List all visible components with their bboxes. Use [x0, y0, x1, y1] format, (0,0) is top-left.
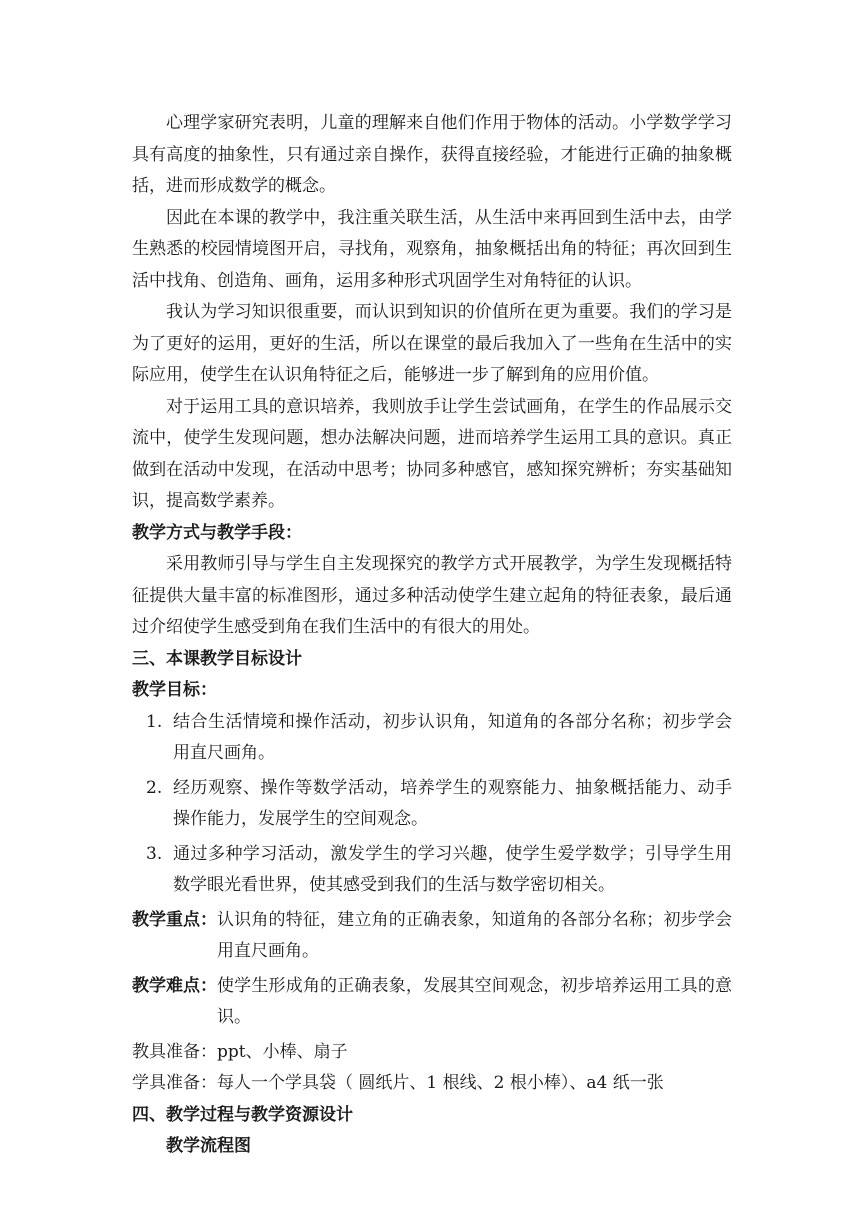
difficulty-label: 教学难点：: [132, 975, 217, 996]
goal-number: 3.: [146, 843, 163, 864]
document-body: [132, 108, 732, 1163]
flowchart-heading: 教学流程图: [166, 1136, 251, 1156]
difficulty-points: [132, 971, 732, 1034]
teacher-tools: 教具准备：ppt、小棒、扇子: [132, 1041, 348, 1062]
goal-text: 通过多种学习活动，激发学生的学习兴趣，使学生爱学数学；引导学生用数学眼光看世界，使其感受到我们的生活与数学密切相关。: [173, 843, 732, 895]
section4-heading: 四、教学过程与教学资源设计: [132, 1104, 353, 1125]
goal-number: 2.: [146, 777, 163, 798]
difficulty-text: 使学生形成角的正确表象，发展其空间观念，初步培养运用工具的意识。: [217, 975, 732, 1027]
key-points-label: 教学重点：: [132, 909, 217, 930]
goal-text: 经历观察、操作等数学活动，培养学生的观察能力、抽象概括能力、动手操作能力，发展学生的空间观念。: [173, 777, 732, 829]
intro-paragraph-4: 对于运用工具的意识培养，我则放手让学生尝试画角，在学生的作品展示交流中，使学生发现问题，想办法解决问题，进而培养学生运用工具的意识。真正做到在活动中发现，在活动中思考；协同多种感官，感知探究辨析；夯实基础知识，提高数学素养。: [132, 396, 732, 511]
goal-item-2: [132, 773, 732, 836]
student-tools: 学具准备：每人一个学具袋（ 圆纸片、1 根线、2 根小棒）、a4 纸一张: [132, 1073, 664, 1093]
methods-paragraph: 采用教师引导与学生自主发现探究的教学方式开展教学，为学生发现概括特征提供大量丰富的标准图形，通过多种活动使学生建立起角的特征表象，最后通过介绍使学生感受到角在我们生活中的有很大的用处。: [132, 554, 732, 637]
intro-paragraph-1: 心理学家研究表明，儿童的理解来自他们作用于物体的活动。小学数学学习具有高度的抽象性，只有通过亲自操作，获得直接经验，才能进行正确的抽象概括，进而形成数学的概念。: [132, 113, 732, 196]
goal-number: 1.: [146, 711, 163, 732]
intro-paragraph-3: 我认为学习知识很重要，而认识到知识的价值所在更为重要。我们的学习是为了更好的运用，更好的生活，所以在课堂的最后我加入了一些角在生活中的实际应用，使学生在认识角特征之后，能够进一步了解到角的应用价值。: [132, 302, 732, 385]
goals-heading: 教学目标：: [132, 680, 217, 700]
section3-heading: 三、本课教学目标设计: [132, 648, 302, 669]
goal-text: 结合生活情境和操作活动，初步认识角，知道角的各部分名称；初步学会用直尺画角。: [173, 711, 732, 763]
intro-paragraph-2: 因此在本课的教学中，我注重关联生活，从生活中来再回到生活中去，由学生熟悉的校园情境图开启，寻找角，观察角，抽象概括出角的特征；再次回到生活中找角、创造角、画角，运用多种形式巩固学生对角特征的认识。: [132, 207, 732, 291]
methods-heading: 教学方式与教学手段：: [132, 522, 302, 543]
key-points: [132, 905, 732, 968]
goal-item-3: [132, 839, 732, 902]
key-points-text: 认识角的特征，建立角的正确表象，知道角的各部分名称；初步学会用直尺画角。: [217, 909, 732, 961]
goal-item-1: [132, 707, 732, 770]
